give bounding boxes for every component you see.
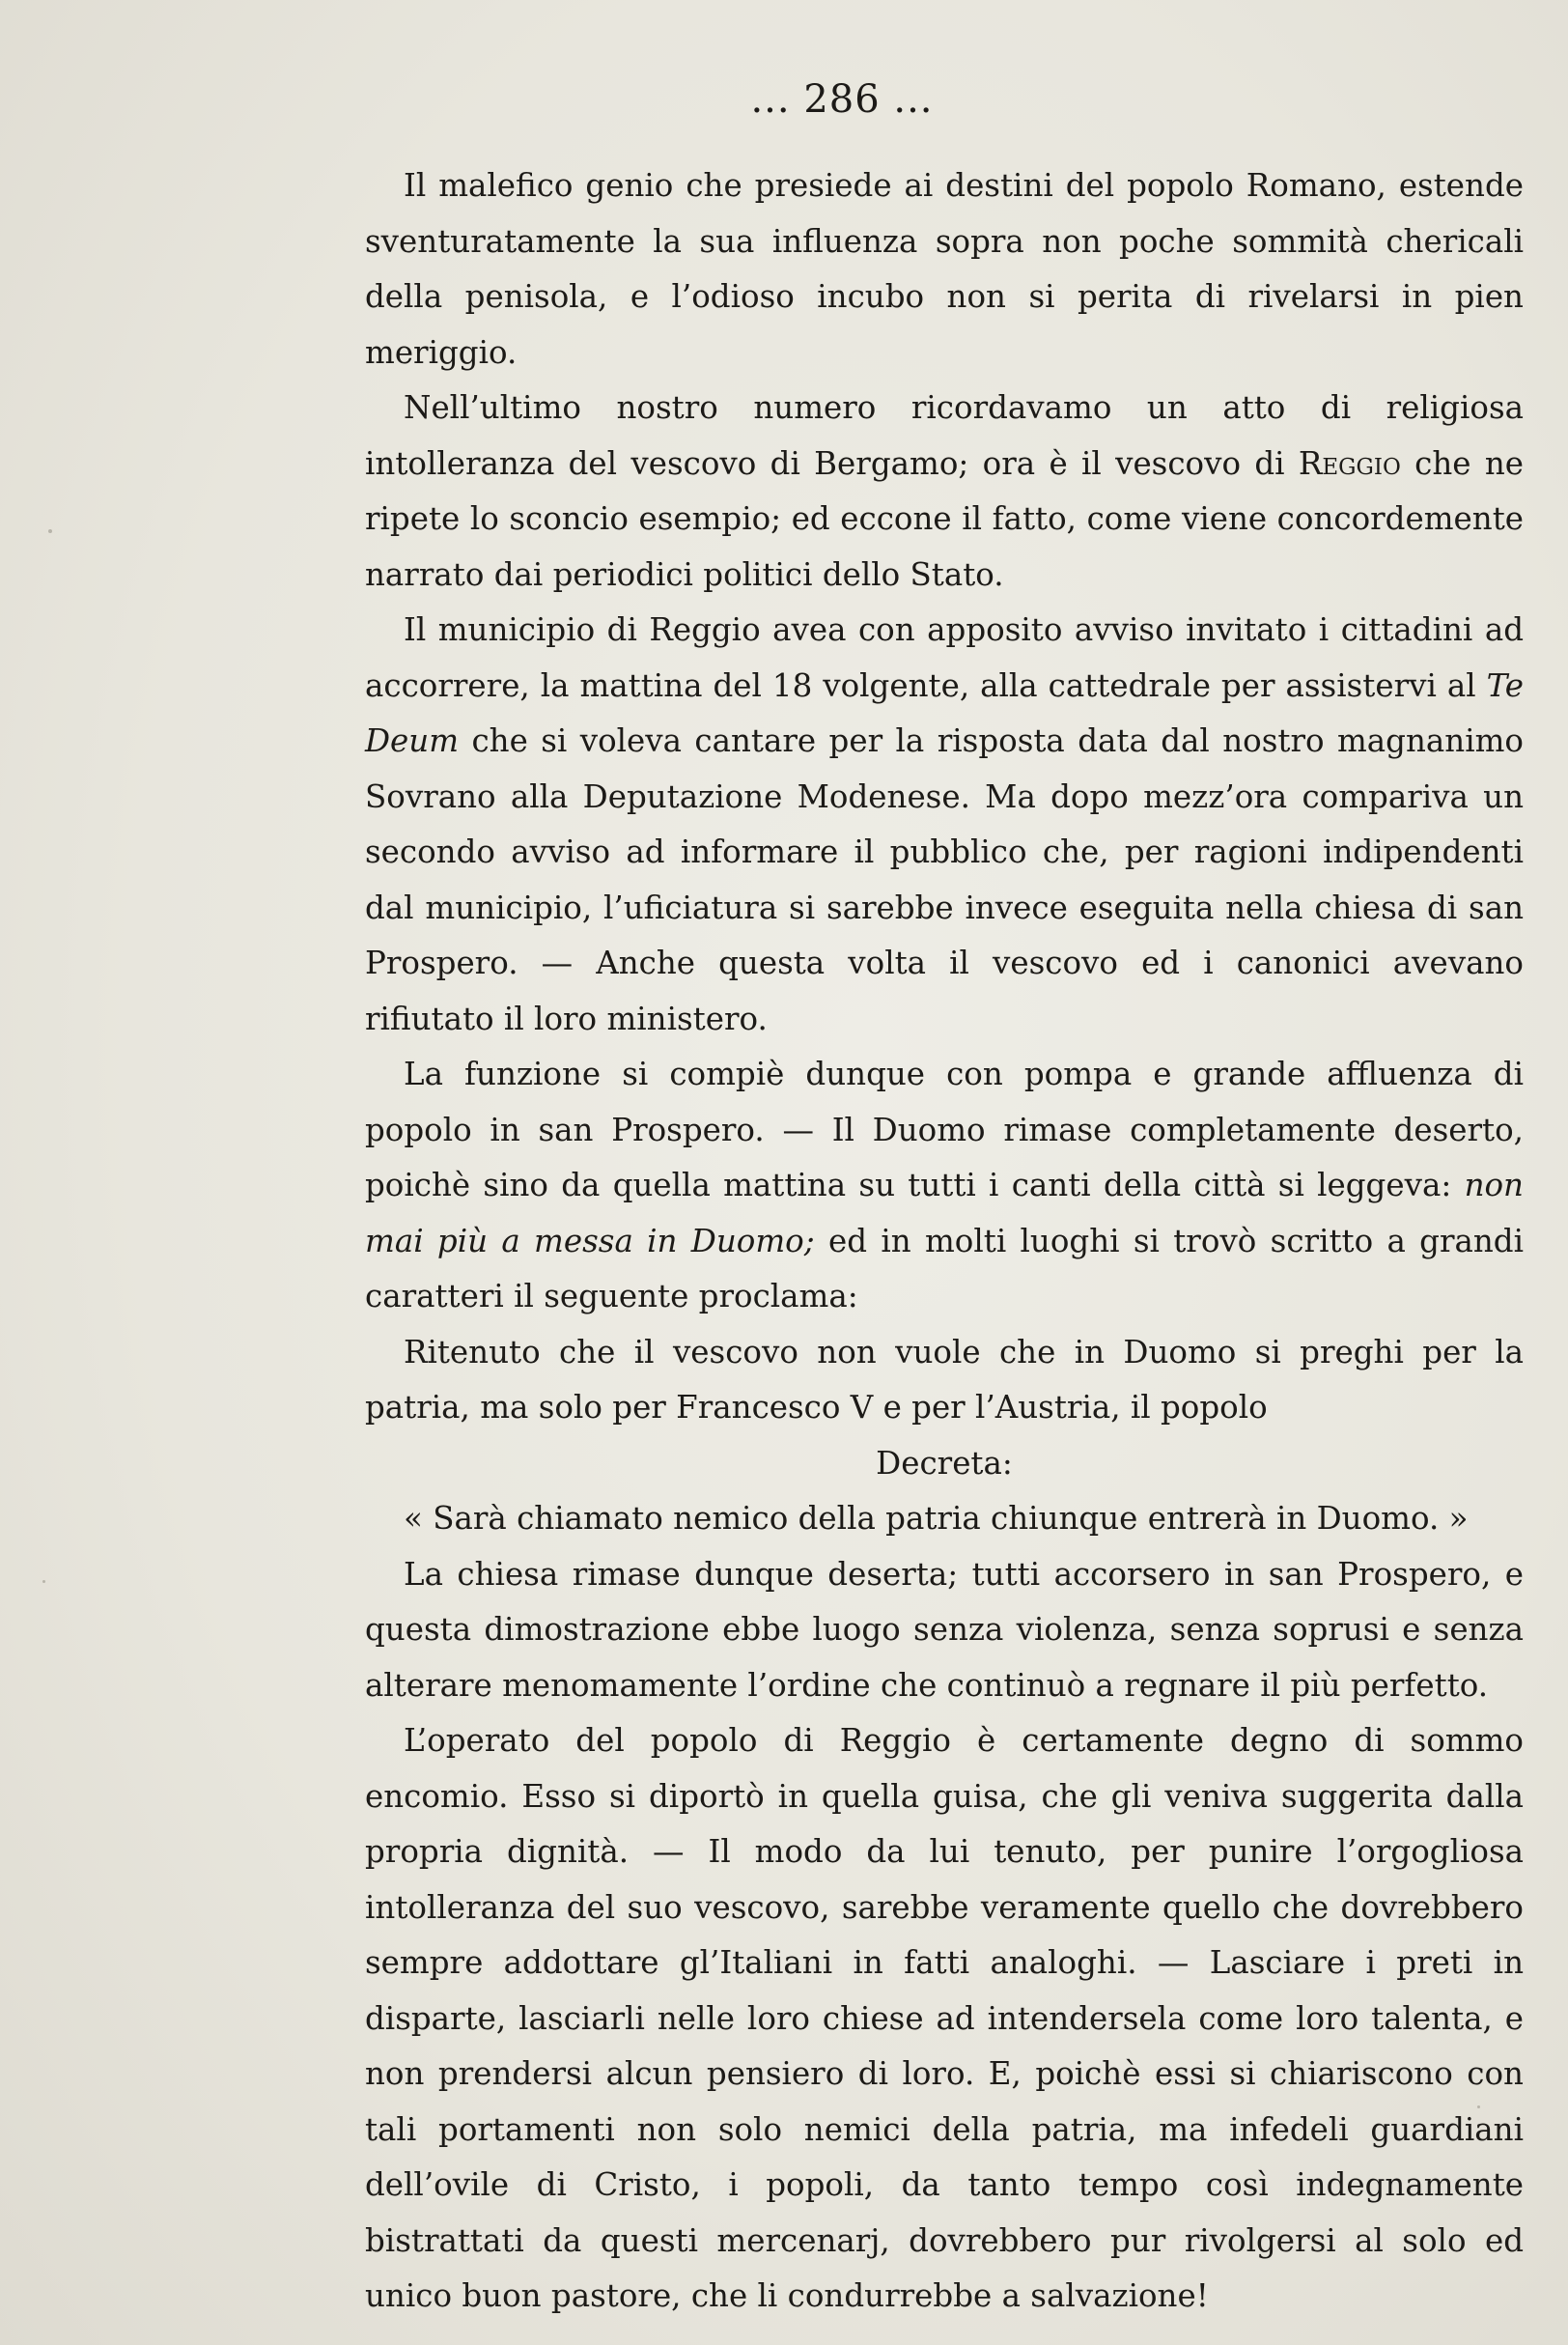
paragraph-9: L’operato del popolo di Reggio è certamente degno di sommo encomio. Esso si diportò in quella guisa, che gli veniva suggerita dalla propria dignità. — Il modo da lui tenuto, per punire l’orgogliosa intolleranza del suo vescovo, sarebbe veramente quello che dovrebbero sempre addottare gl’Italiani in fatti analoghi. — Lasciare i preti in disparte, lasciarli nelle loro chiese ad intendersela come loro talenta, e non prendersi alcun pensiero di loro. E, poichè essi si chiariscono con tali portamenti non solo nemici della patria, ma infedeli guardiani dell’ovile di Cristo, i popoli, da tanto tempo così indegnamente bistrattati da questi mercenarj, dovrebbero pur rivolgersi al solo ed unico buon pastore, che li condurrebbe a salvazione!	[365, 1722, 1524, 2314]
paragraph-1: Il malefico genio che presiede ai destini del popolo Romano, estende sventuratamente la sua influenza sopra non poche sommità chericali della penisola, e l’odioso incubo non si perita di rivelarsi in pien meriggio.	[365, 167, 1524, 371]
paragraph-3-part-a: Il municipio di Reggio avea con apposito avviso invitato i cittadini ad accorrere, la mattina del 18 volgente, alla cattedrale per assistervi al	[365, 611, 1524, 704]
paragraph-8: La chiesa rimase dunque deserta; tutti accorsero in san Prospero, e questa dimostrazione ebbe luogo senza violenza, senza soprusi e senza alterare menomamente l’ordine che continuò a regnare il più perfetto.	[365, 1555, 1524, 1704]
paragraph-2-part-b: che ne ripete lo sconcio esempio; ed eccone il fatto, come viene concordemente narrato dai periodici politici dello Stato.	[365, 444, 1525, 593]
paper-speck	[1477, 2105, 1480, 2108]
slogan-italic: non mai più a messa in Duomo;	[365, 1167, 1524, 1259]
paragraph-3	[365, 603, 1524, 1047]
page-number: ... 286 ...	[750, 77, 934, 122]
city-name-smallcaps: Reggio	[1298, 444, 1401, 482]
decree-text: « Sarà chiamato nemico della patria chiunque entrerà in Duomo. »	[404, 1500, 1469, 1537]
paragraph-4-part-b: ed in molti luoghi si trovò scritto a grandi caratteri il seguente proclama:	[365, 1222, 1525, 1314]
decree-heading: Decreta:	[876, 1444, 1013, 1482]
paragraph-3-part-b: che si voleva cantare per la risposta data dal nostro magnanimo Sovrano alla Deputazione Modenese. Ma dopo mezz’ora compariva un secondo avviso ad informare il pubblico che, per ragioni indipendenti dal municipio, l’uficiatura si sarebbe invece eseguita nella chiesa di san Prospero. — Anche questa volta il vescovo ed i canonici avevano rifiutato il loro ministero.	[365, 722, 1524, 1037]
article-body	[365, 158, 1524, 2325]
paragraph-5: Ritenuto che il vescovo non vuole che in Duomo si preghi per la patria, ma solo per Francesco V e per l’Austria, il popolo	[365, 1333, 1524, 1426]
paragraph-4	[365, 1047, 1524, 1325]
paper-speck	[48, 529, 52, 533]
paragraph-2-part-a: Nell’ultimo nostro numero ricordavamo un atto di religiosa intolleranza del vescovo di Bergamo; ora è il vescovo di	[365, 389, 1524, 482]
paper-speck	[42, 1580, 45, 1583]
te-deum-italic: Te Deum	[365, 666, 1524, 759]
paragraph-2	[365, 381, 1524, 603]
paragraph-4-part-a: La funzione si compiè dunque con pompa e grande affluenza di popolo in san Prospero. — Il Duomo rimase completamente deserto, poichè sino da quella mattina su tutti i canti della città si leggeva:	[365, 1056, 1524, 1203]
